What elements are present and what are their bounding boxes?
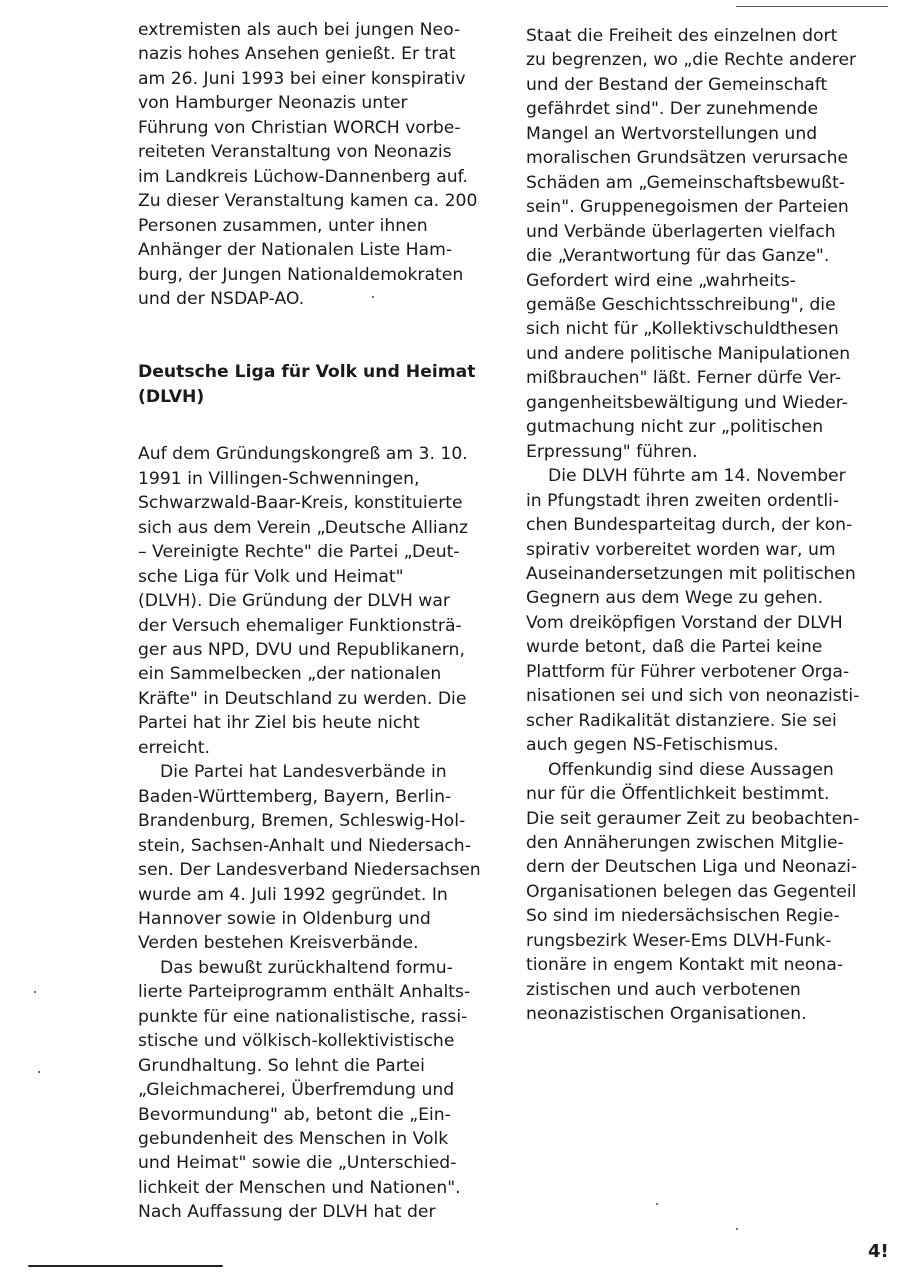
text-line: 1991 in Villingen-Schwenningen, [138, 468, 420, 489]
text-line: erreicht. [138, 737, 210, 758]
text-line: wurde betont, daß die Partei keine [526, 637, 823, 658]
text-line: und der Bestand der Gemeinschaft [526, 74, 828, 95]
top-rule [736, 6, 888, 7]
text-line: lierte Parteiprogramm enthält Anhalts- [138, 982, 471, 1003]
text-line: Vom dreiköpfigen Vorstand der DLVH [526, 612, 843, 633]
text-line: So sind im niedersächsischen Regie- [526, 906, 840, 927]
text-line: tionäre in engem Kontakt mit neona- [526, 955, 844, 976]
text-line: scher Radikalität distanziere. Sie sei [526, 710, 837, 731]
text-line: Bevormundung" ab, betont die „Ein- [138, 1104, 451, 1125]
text-line: der Versuch ehemaliger Funktionsträ- [138, 615, 462, 636]
bottom-rule [28, 1265, 223, 1267]
text-line: ein Sammelbecken „der nationalen [138, 664, 442, 685]
text-line: stein, Sachsen-Anhalt und Niedersach- [138, 835, 471, 856]
text-line: (DLVH) [138, 386, 205, 407]
text-line: die „Verantwortung für das Ganze". [526, 246, 830, 267]
text-line: und Verbände überlagerten vielfach [526, 221, 836, 242]
text-line: ger aus NPD, DVU und Republikanern, [138, 639, 465, 660]
text-line: lichkeit der Menschen und Nationen". [138, 1177, 461, 1198]
text-line: sche Liga für Volk und Heimat" [138, 566, 404, 587]
text-line: nisationen sei und sich von neonazisti- [526, 686, 860, 707]
spacer [138, 311, 498, 360]
text-line: sich aus dem Verein „Deutsche Allianz [138, 517, 469, 538]
text-line: Nach Auffassung der DLVH hat der [138, 1202, 436, 1223]
text-line: am 26. Juni 1993 bei einer konspirativ [138, 68, 466, 89]
text-line: Führung von Christian WORCH vorbe- [138, 117, 461, 138]
text-line: nazis hohes Ansehen genießt. Er trat [138, 44, 456, 65]
text-line: Zu dieser Veranstaltung kamen ca. 200 [138, 191, 478, 212]
text-line: zu begrenzen, wo „die Rechte anderer [526, 50, 857, 71]
text-line: Die seit geraumer Zeit zu beobachten- [526, 808, 860, 829]
text-line: Erpressung" führen. [526, 441, 698, 462]
text-line: Anhänger der Nationalen Liste Ham- [138, 240, 453, 261]
text-line: punkte für eine nationalistische, rassi- [138, 1006, 468, 1027]
text-line: moralischen Grundsätzen verursache [526, 148, 849, 169]
text-line: Baden-Württemberg, Bayern, Berlin- [138, 786, 452, 807]
paragraph-branches [138, 760, 498, 956]
text-line: Plattform für Führer verbotener Orga- [526, 661, 850, 682]
text-line: gangenheitsbewältigung und Wieder- [526, 392, 848, 413]
text-line: Offenkundig sind diese Aussagen [548, 759, 834, 780]
page-number: 4! [868, 1241, 889, 1262]
text-line: Schäden am „Gemeinschaftsbewußt- [526, 172, 846, 193]
text-line: Gegnern aus dem Wege zu gehen. [526, 588, 824, 609]
paragraph-congress [526, 464, 888, 757]
text-line: Personen zusammen, unter ihnen [138, 215, 428, 236]
text-line: auch gegen NS-Fetischismus. [526, 735, 779, 756]
text-line: und Heimat" sowie die „Unterschied- [138, 1153, 457, 1174]
text-line: mißbrauchen" läßt. Ferner dürfe Ver- [526, 368, 842, 389]
text-line: neonazistischen Organisationen. [526, 1004, 807, 1025]
text-line: in Pfungstadt ihren zweiten ordentli- [526, 490, 840, 511]
text-line: Kräfte" in Deutschland zu werden. Die [138, 688, 467, 709]
paragraph-program [138, 956, 498, 1225]
text-line: chen Bundesparteitag durch, der kon- [526, 515, 853, 536]
text-line: wurde am 4. Juli 1992 gegründet. In [138, 884, 448, 905]
text-line: gefährdet sind". Der zunehmende [526, 99, 819, 120]
paragraph-state [526, 24, 888, 464]
text-line: zistischen und auch verbotenen [526, 979, 801, 1000]
text-line: Gefordert wird eine „wahrheits- [526, 270, 796, 291]
text-line: rungsbezirk Weser-Ems DLVH-Funk- [526, 930, 832, 951]
text-line: „Gleichmacherei, Überfremdung und [138, 1080, 455, 1101]
text-line: Auf dem Gründungskongreß am 3. 10. [138, 444, 468, 465]
text-line: Das bewußt zurückhaltend formu- [160, 957, 453, 978]
text-line: Grundhaltung. So lehnt die Partei [138, 1055, 425, 1076]
scan-speck [736, 1228, 738, 1230]
text-line: spirativ vorbereitet worden war, um [526, 539, 836, 560]
text-line: Die Partei hat Landesverbände in [160, 762, 447, 783]
text-line: Schwarzwald-Baar-Kreis, konstituierte [138, 493, 463, 514]
text-line: stische und völkisch-kollektivistische [138, 1031, 455, 1052]
text-line: – Vereinigte Rechte" die Partei „Deut- [138, 542, 460, 563]
text-line: Partei hat ihr Ziel bis heute nicht [138, 713, 420, 734]
text-line: Verden bestehen Kreisverbände. [138, 933, 419, 954]
spacer [138, 409, 498, 442]
text-line: burg, der Jungen Nationaldemokraten [138, 264, 464, 285]
text-line: Auseinandersetzungen mit politischen [526, 563, 856, 584]
section-heading [138, 360, 498, 409]
text-line: sich nicht für „Kollektivschuldthesen [526, 319, 839, 340]
right-column [526, 24, 888, 1027]
scan-speck [38, 1071, 40, 1073]
text-line: (DLVH). Die Gründung der DLVH war [138, 591, 450, 612]
scan-speck [372, 296, 374, 298]
text-line: gutmachung nicht zur „politischen [526, 417, 824, 438]
text-line: von Hamburger Neonazis unter [138, 93, 408, 114]
text-line: sen. Der Landesverband Niedersachsen [138, 860, 481, 881]
text-line: reiteten Veranstaltung von Neonazis [138, 142, 452, 163]
text-line: und andere politische Manipulationen [526, 343, 851, 364]
paragraph-contacts [526, 758, 888, 1027]
text-line: Die DLVH führte am 14. November [548, 466, 846, 487]
left-column [138, 18, 498, 1225]
text-line: den Annäherungen zwischen Mitglie- [526, 832, 844, 853]
text-line: gebundenheit des Menschen in Volk [138, 1129, 449, 1150]
text-line: gemäße Geschichtsschreibung", die [526, 294, 836, 315]
text-line: im Landkreis Lüchow-Dannenberg auf. [138, 166, 468, 187]
text-line: Staat die Freiheit des einzelnen dort [526, 26, 838, 46]
scan-speck [656, 1203, 658, 1205]
text-line: Mangel an Wertvorstellungen und [526, 123, 818, 144]
text-line: sein". Gruppenegoismen der Parteien [526, 197, 849, 218]
text-line: Hannover sowie in Oldenburg und [138, 908, 431, 929]
text-line: extremisten als auch bei jungen Neo- [138, 20, 461, 40]
scan-speck [34, 991, 36, 993]
text-line: nur für die Öffentlichkeit bestimmt. [526, 784, 830, 805]
text-line: Organisationen belegen das Gegenteil [526, 881, 857, 902]
text-line: und der NSDAP-AO. [138, 288, 305, 309]
text-line: Deutsche Liga für Volk und Heimat [138, 362, 476, 383]
paragraph-intro [138, 18, 498, 311]
paragraph-founding [138, 442, 498, 760]
text-line: dern der Deutschen Liga und Neonazi- [526, 857, 858, 878]
text-line: Brandenburg, Bremen, Schleswig-Hol- [138, 811, 466, 832]
